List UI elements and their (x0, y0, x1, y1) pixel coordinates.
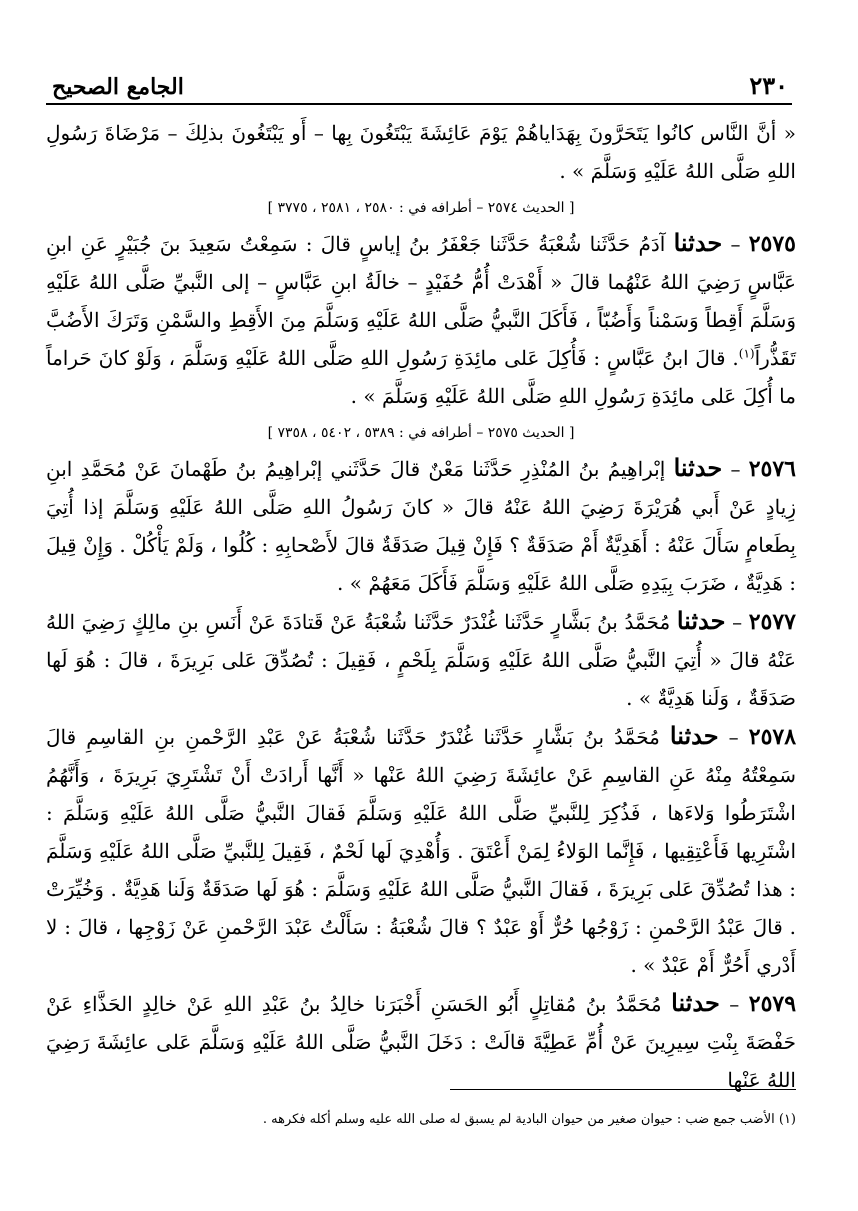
narration-lead: حدثنا (673, 228, 723, 257)
hadith-text: مُحَمَّدُ بنُ مُقاتِلٍ أَبُو الحَسَنِ أَخْبَرَنا خالِدُ بنُ عَبْدِ اللهِ عَنْ خالِدٍ الحَذَّاءِ عَنْ حَفْصَةَ بِنْتِ سِيرِينَ عَنْ أُمِّ عَطِيَّةَ قالَتْ : دَخَلَ النَّبيُّ صَلَّى اللهُ عَلَيْهِ وَسَلَّمَ عَلى عائِشَةَ رَضِيَ اللهُ عَنْها (46, 992, 796, 1092)
hadith-text: إبْراهِيمُ بنُ المُنْذِرِ حَدَّثَنا مَعْنٌ قالَ حَدَّثَني إبْراهِيمُ بنُ طَهْمانَ عَنْ مُحَمَّدِ ابنِ زِيادٍ عَنْ أَبي هُرَيْرَةَ رَضِيَ اللهُ عَنْهُ قالَ « كانَ رَسُولُ اللهِ صَلَّى اللهُ عَلَيْهِ وَسَلَّمَ إذا أُتِيَ بِطَعامٍ سَأَلَ عَنْهُ : أَهَدِيَّةٌ أَمْ صَدَقَةٌ ؟ فَإِنْ قِيلَ صَدَقَةٌ قالَ لأَصْحابِهِ : كُلُوا ، وَلَمْ يَأْكُلْ . وَإِنْ قِيلَ : هَدِيَّةٌ ، ضَرَبَ بِيَدِهِ صَلَّى اللهُ عَلَيْهِ وَسَلَّمَ فَأَكَلَ مَعَهُمْ » . (46, 457, 796, 595)
hadith-text: آدَمُ حَدَّثَنا شُعْبَةُ حَدَّثَنا جَعْفَرُ بنُ إياسٍ قالَ : سَمِعْتُ سَعِيدَ بنَ جُبَيْرٍ عَنِ ابنِ عَبَّاسٍ رَضِيَ اللهُ عَنْهُما قالَ « أَهْدَتْ أُمُّ حُفَيْدٍ – خالَةُ ابنِ عَبَّاسٍ – إلى النَّبيِّ صَلَّى اللهُ عَلَيْهِ وَسَلَّمَ أَقِطاً وَسَمْناً وَأَضُبّاً ، فَأَكَلَ النَّبيُّ صَلَّى اللهُ عَلَيْهِ وَسَلَّمَ مِنَ الأَقِطِ والسَّمْنِ وَتَرَكَ الأَضُبَّ تَقَذُّراً (46, 232, 796, 370)
cross-reference-2574: [ الحديث ٢٥٧٤ – أطرافه في : ٢٥٨٠ ، ٢٥٨١ ، ٣٧٧٥ ] (267, 200, 575, 216)
page-number: ٢٣٠ (749, 71, 788, 100)
hadith-number: ٢٥٧٨ (748, 724, 797, 750)
header-rule (46, 103, 792, 105)
hadith-text: مُحَمَّدُ بنُ بَشَّارٍ حَدَّثَنا غُنْدَرٌ حَدَّثَنا شُعْبَةُ عَنْ عَبْدِ الرَّحْمنِ بنِ القاسِمِ قالَ سَمِعْتُهُ مِنْهُ عَنِ القاسِمِ عَنْ عائِشَةَ رَضِيَ اللهُ عَنْها « أَنَّها أَرادَتْ أَنْ تَشْتَرِيَ بَرِيرَةَ ، وَأَنَّهُمُ اشْتَرَطُوا وَلاءَها ، فَذُكِرَ لِلنَّبيِّ صَلَّى اللهُ عَلَيْهِ وَسَلَّمَ فَقالَ النَّبيُّ صَلَّى اللهُ عَلَيْهِ وَسَلَّمَ : اشْتَرِيها فَأَعْتِقِيها ، فَإِنَّما الوَلاءُ لِمَنْ أَعْتَقَ . وَأُهْدِيَ لَها لَحْمٌ ، فَقِيلَ لِلنَّبيِّ صَلَّى اللهُ عَلَيْهِ وَسَلَّمَ : هذا تُصُدِّقَ عَلى بَرِيرَةَ ، فَقالَ النَّبيُّ صَلَّى اللهُ عَلَيْهِ وَسَلَّمَ : هُوَ لَها صَدَقَةٌ وَلَنا هَدِيَّةٌ . وَخُيِّرَتْ . قالَ عَبْدُ الرَّحْمنِ : زَوْجُها حُرٌّ أَوْ عَبْدٌ ؟ قالَ شُعْبَةُ : سَأَلْتُ عَبْدَ الرَّحْمنِ عَنْ زَوْجِها ، قالَ : لا أَدْري أَحُرٌّ أَمْ عَبْدٌ » . (46, 725, 797, 977)
narration-lead: حدثنا (669, 721, 719, 750)
narration-lead: حدثنا (673, 453, 723, 482)
narration-lead: حدثنا (671, 988, 720, 1017)
main-text (46, 114, 796, 1099)
hadith-2577: ٢٥٧٧ – حدثنا مُحَمَّدُ بنُ بَشَّارٍ حَدَّثَنا غُنْدَرٌ حَدَّثَنا شُعْبَةُ عَنْ قَتادَةَ عَنْ أَنَسِ بنِ مالِكٍ رَضِيَ اللهُ عَنْهُ قالَ « أُتِيَ النَّبيُّ صَلَّى اللهُ عَلَيْهِ وَسَلَّمَ بِلَحْمٍ ، فَقِيلَ : تُصُدِّقَ عَلى بَرِيرَةَ ، قالَ : هُوَ لَها صَدَقَةٌ ، وَلَنا هَدِيَّةٌ » . (46, 606, 796, 710)
hadith-2576: ٢٥٧٦ – حدثنا إبْراهِيمُ بنُ المُنْذِرِ حَدَّثَنا مَعْنٌ قالَ حَدَّثَني إبْراهِيمُ بنُ طَهْمانَ عَنْ مُحَمَّدِ ابنِ زِيادٍ عَنْ أَبي هُرَيْرَةَ رَضِيَ اللهُ عَنْهُ قالَ « كانَ رَسُولُ اللهِ صَلَّى اللهُ عَلَيْهِ وَسَلَّمَ إذا أُتِيَ بِطَعامٍ سَأَلَ عَنْهُ : أَهَدِيَّةٌ أَمْ صَدَقَةٌ ؟ فَإِنْ قِيلَ صَدَقَةٌ قالَ لأَصْحابِهِ : كُلُوا ، وَلَمْ يَأْكُلْ . وَإِنْ قِيلَ : هَدِيَّةٌ ، ضَرَبَ بِيَدِهِ صَلَّى اللهُ عَلَيْهِ وَسَلَّمَ فَأَكَلَ مَعَهُمْ » . (46, 453, 796, 595)
intro-paragraph: « أنَّ النَّاس كانُوا يَتَحَرَّونَ بِهَدَاياهُمْ يَوْمَ عَائِشَةَ يَبْتَغُونَ بِها – أَو يَبْتَغُونَ بذلِكَ – مَرْضَاةَ رَسُولِ اللهِ صَلَّى اللهُ عَلَيْهِ وَسَلَّمَ » . (46, 121, 796, 183)
footnote-reference[interactable]: (١) (738, 346, 755, 361)
running-title: الجامع الصحيح (52, 74, 184, 100)
hadith-2579: ٢٥٧٩ – حدثنا مُحَمَّدُ بنُ مُقاتِلٍ أَبُو الحَسَنِ أَخْبَرَنا خالِدُ بنُ عَبْدِ اللهِ عَنْ خالِدٍ الحَذَّاءِ عَنْ حَفْصَةَ بِنْتِ سِيرِينَ عَنْ أُمِّ عَطِيَّةَ قالَتْ : دَخَلَ النَّبيُّ صَلَّى اللهُ عَلَيْهِ وَسَلَّمَ عَلى عائِشَةَ رَضِيَ اللهُ عَنْها (46, 988, 797, 1092)
cross-reference-2575: [ الحديث ٢٥٧٥ – أطرافه في : ٥٣٨٩ ، ٥٤٠٢ ، ٧٣٥٨ ] (267, 425, 575, 441)
hadith-2578: ٢٥٧٨ – حدثنا مُحَمَّدُ بنُ بَشَّارٍ حَدَّثَنا غُنْدَرٌ حَدَّثَنا شُعْبَةُ عَنْ عَبْدِ الرَّحْمنِ بنِ القاسِمِ قالَ سَمِعْتُهُ مِنْهُ عَنِ القاسِمِ عَنْ عائِشَةَ رَضِيَ اللهُ عَنْها « أَنَّها أَرادَتْ أَنْ تَشْتَرِيَ بَرِيرَةَ ، وَأَنَّهُمُ اشْتَرَطُوا وَلاءَها ، فَذُكِرَ لِلنَّبيِّ صَلَّى اللهُ عَلَيْهِ وَسَلَّمَ فَقالَ النَّبيُّ صَلَّى اللهُ عَلَيْهِ وَسَلَّمَ : اشْتَرِيها فَأَعْتِقِيها ، فَإِنَّما الوَلاءُ لِمَنْ أَعْتَقَ . وَأُهْدِيَ لَها لَحْمٌ ، فَقِيلَ لِلنَّبيِّ صَلَّى اللهُ عَلَيْهِ وَسَلَّمَ : هذا تُصُدِّقَ عَلى بَرِيرَةَ ، فَقالَ النَّبيُّ صَلَّى اللهُ عَلَيْهِ وَسَلَّمَ : هُوَ لَها صَدَقَةٌ وَلَنا هَدِيَّةٌ . وَخُيِّرَتْ . قالَ عَبْدُ الرَّحْمنِ : زَوْجُها حُرٌّ أَوْ عَبْدٌ ؟ قالَ شُعْبَةُ : سَأَلْتُ عَبْدَ الرَّحْمنِ عَنْ زَوْجِها ، قالَ : لا أَدْري أَحُرٌّ أَمْ عَبْدٌ » . (46, 721, 797, 977)
hadith-text-continued: . قالَ ابنُ عَبَّاسٍ : فَأُكِلَ عَلى مائِدَةِ رَسُولِ اللهِ صَلَّى اللهُ عَلَيْهِ وَسَلَّمَ ، وَلَوْ كانَ حَراماً ما أُكِلَ عَلى مائِدَةِ رَسُولِ اللهِ صَلَّى اللهُ عَلَيْهِ وَسَلَّمَ » . (46, 346, 796, 408)
narration-lead: حدثنا (676, 606, 726, 635)
hadith-number: ٢٥٧٩ (748, 991, 797, 1017)
footnote-rule (450, 1089, 796, 1090)
hadith-number: ٢٥٧٥ (748, 231, 796, 257)
hadith-text: مُحَمَّدُ بنُ بَشَّارٍ حَدَّثَنا غُنْدَرٌ حَدَّثَنا شُعْبَةُ عَنْ قَتادَةَ عَنْ أَنَسِ بنِ مالِكٍ رَضِيَ اللهُ عَنْهُ قالَ « أُتِيَ النَّبيُّ صَلَّى اللهُ عَلَيْهِ وَسَلَّمَ بِلَحْمٍ ، فَقِيلَ : تُصُدِّقَ عَلى بَرِيرَةَ ، قالَ : هُوَ لَها صَدَقَةٌ ، وَلَنا هَدِيَّةٌ » . (46, 610, 796, 710)
hadith-number: ٢٥٧٧ (748, 609, 796, 635)
hadith-2575: ٢٥٧٥ – حدثنا آدَمُ حَدَّثَنا شُعْبَةُ حَدَّثَنا جَعْفَرُ بنُ إياسٍ قالَ : سَمِعْتُ سَعِيدَ بنَ جُبَيْرٍ عَنِ ابنِ عَبَّاسٍ رَضِيَ اللهُ عَنْهُما قالَ « أَهْدَتْ أُمُّ حُفَيْدٍ – خالَةُ ابنِ عَبَّاسٍ – إلى النَّبيِّ صَلَّى اللهُ عَلَيْهِ وَسَلَّمَ أَقِطاً وَسَمْناً وَأَضُبّاً ، فَأَكَلَ النَّبيُّ صَلَّى اللهُ عَلَيْهِ وَسَلَّمَ مِنَ الأَقِطِ والسَّمْنِ وَتَرَكَ الأَضُبَّ تَقَذُّراً$^{(١)}$. قالَ ابنُ عَبَّاسٍ : فَأُكِلَ عَلى مائِدَةِ رَسُولِ اللهِ صَلَّى اللهُ عَلَيْهِ وَسَلَّمَ ، وَلَوْ كانَ حَراماً ما أُكِلَ عَلى مائِدَةِ رَسُولِ اللهِ صَلَّى اللهُ عَلَيْهِ وَسَلَّمَ » . (46, 228, 796, 408)
footnote: (١) الأضب جمع ضب : حيوان صغير من حيوان البادية لم يسبق له صلى الله عليه وسلم أكله فكرهه . (262, 1112, 796, 1127)
hadith-number: ٢٥٧٦ (748, 456, 796, 482)
page-header (52, 60, 788, 100)
